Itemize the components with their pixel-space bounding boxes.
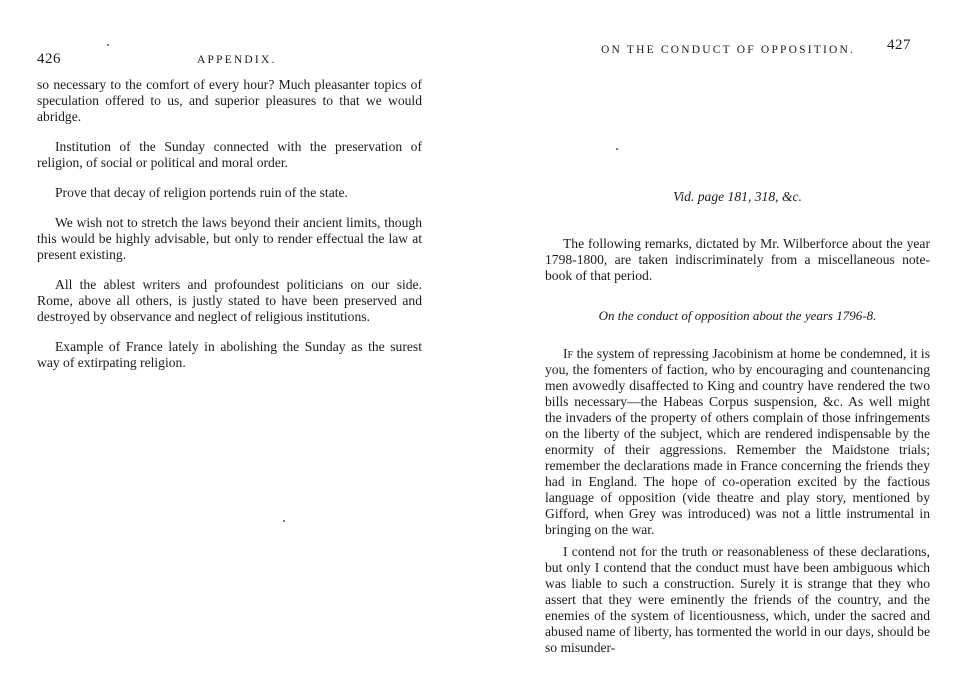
left-paragraph-6: Example of France lately in abolishing the Sunday as the surest way of extirpating religion. <box>37 339 422 370</box>
ink-speck <box>107 44 109 46</box>
paragraph-lead-word: If <box>563 346 574 361</box>
left-paragraph-3: Prove that decay of religion portends ruin of the state. <box>55 185 348 200</box>
left-paragraph-4: We wish not to stretch the laws beyond their ancient limits, though this would be highly advisable, but only to render effectual the law at present existing. <box>37 215 422 262</box>
ink-speck <box>616 148 618 150</box>
ink-speck <box>283 520 285 522</box>
left-running-head: APPENDIX. <box>197 54 277 66</box>
left-paragraph-1: so necessary to the comfort of every hour? Much pleasanter topics of speculation offered to us, and superior pleasures to that we would abridge. <box>37 77 422 124</box>
section-title: On the conduct of opposition about the years 1796-8. <box>598 308 877 323</box>
left-page-body <box>37 77 422 371</box>
right-paragraph-2: I contend not for the truth or reasonableness of these declarations, but only I contend that the conduct must have been ambiguous which was liable to such a construction. Surely it is strange that they who assert that they were eminently the friends of the country, and the enemies of the system of licentiousness, which, under the sacred and abused name of liberty, has tormented the world in our days, should be so misunder- <box>545 544 930 655</box>
left-page-number: 426 <box>37 51 61 67</box>
left-paragraph-2: Institution of the Sunday connected with the preservation of religion, of social or political and moral order. <box>37 139 422 170</box>
right-page-number: 427 <box>887 37 911 53</box>
right-paragraph-1 <box>545 346 930 538</box>
page-reference: Vid. page 181, 318, &c. <box>673 189 802 204</box>
intro-paragraph: The following remarks, dictated by Mr. Wilberforce about the year 1798-1800, are taken indiscriminately from a miscellaneous note-book of that period. <box>545 236 930 283</box>
right-running-head: ON THE CONDUCT OF OPPOSITION. <box>601 44 856 56</box>
right-page <box>490 0 980 693</box>
right-paragraph-1-text: the system of repressing Jacobinism at home be condemned, it is you, the fomenters of faction, who by encouraging and countenancing men avowedly disaffected to King and country have rendered the two bills necessary—the Habeas Corpus suspension, &c. As well might the invaders of the property of others complain of those infringements on the liberty of the subject, which are rendered indispensable by the enormity of their aggressions. Remember the Maidstone trials; remember the declarations made in France concerning the friends they had in England. The hope of co-operation excited by the factious language of opposition (vide theatre and play story, mentioned by Gifford, when Grey was introduced) was not a little instrumental in bringing on the war. <box>545 346 930 537</box>
left-paragraph-5: All the ablest writers and profoundest politicians on our side. Rome, above all others, is justly stated to have been preserved and destroyed by observance and neglect of religious institutions. <box>37 277 422 324</box>
